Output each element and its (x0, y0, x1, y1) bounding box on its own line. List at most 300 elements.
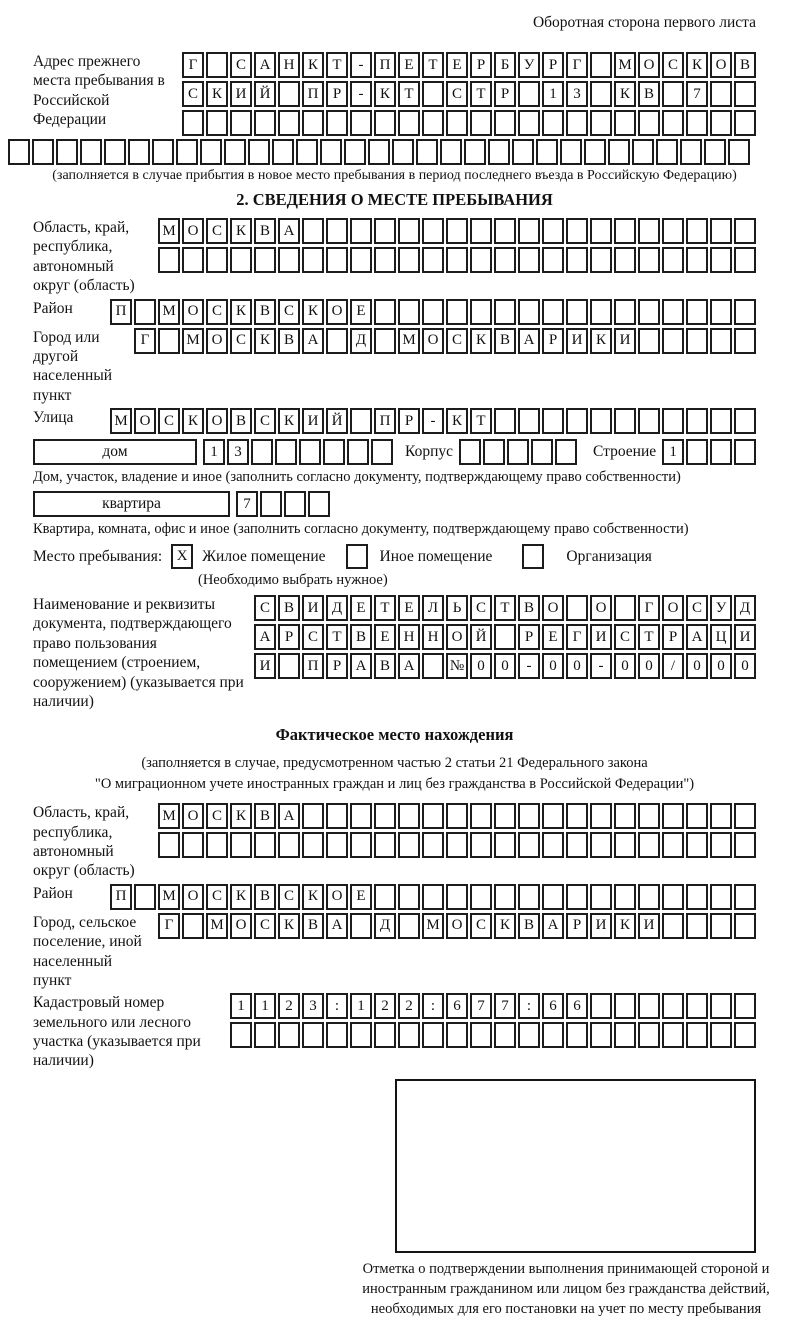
char-cell (734, 328, 756, 354)
char-cell: И (590, 913, 612, 939)
char-cell (278, 1022, 300, 1048)
char-cell: С (206, 299, 228, 325)
cadastral-rows (230, 993, 756, 1048)
char-cell (686, 993, 708, 1019)
char-cell (518, 803, 540, 829)
char-cell (590, 993, 612, 1019)
char-cell (710, 328, 732, 354)
char-cell (422, 653, 444, 679)
char-cell: И (614, 328, 636, 354)
char-cell (464, 139, 486, 165)
char-cell: 2 (398, 993, 420, 1019)
char-cell (374, 247, 396, 273)
char-cell (614, 803, 636, 829)
char-cell (104, 139, 126, 165)
char-cell: С (662, 52, 684, 78)
char-cell: Р (542, 52, 564, 78)
char-cell (662, 299, 684, 325)
char-cell: В (638, 81, 660, 107)
char-cell (134, 884, 156, 910)
char-cell: П (110, 299, 132, 325)
section2-title: 2. СВЕДЕНИЯ О МЕСТЕ ПРЕБЫВАНИЯ (236, 190, 553, 209)
char-cell (422, 218, 444, 244)
char-cell (206, 832, 228, 858)
char-cell: С (278, 299, 300, 325)
stay-option-inoe-label: Иное помещение (379, 547, 493, 565)
char-cell: С (254, 913, 276, 939)
char-cell (686, 247, 708, 273)
char-cell: Й (326, 408, 348, 434)
char-cell: Г (638, 595, 660, 621)
char-cell (350, 110, 372, 136)
prev-address-block (33, 52, 756, 136)
char-cell (278, 81, 300, 107)
char-cell (518, 832, 540, 858)
char-cell: Р (326, 653, 348, 679)
fact-city-row (33, 913, 756, 991)
house-box: дом (33, 439, 197, 465)
char-cell (542, 247, 564, 273)
char-cell (422, 299, 444, 325)
char-cell (710, 110, 732, 136)
char-cell: 0 (614, 653, 636, 679)
char-cell (302, 1022, 324, 1048)
char-cell: М (158, 884, 180, 910)
char-cell (182, 110, 204, 136)
apartment-row (33, 491, 756, 517)
char-row (254, 595, 756, 621)
char-cell: 0 (542, 653, 564, 679)
char-row (158, 832, 756, 858)
fact-region-label: Область, край, республика, автономный округ (область) (33, 804, 135, 880)
char-cell (299, 439, 321, 465)
char-cell (494, 110, 516, 136)
char-cell (8, 139, 30, 165)
char-cell (734, 299, 756, 325)
char-cell: 3 (302, 993, 324, 1019)
char-row (110, 299, 756, 325)
char-cell (734, 408, 756, 434)
char-cell: Т (326, 624, 348, 650)
char-cell (446, 299, 468, 325)
char-cell: К (374, 81, 396, 107)
char-cell (686, 913, 708, 939)
char-cell: М (158, 299, 180, 325)
char-cell (590, 110, 612, 136)
korpus-label: Корпус (405, 443, 453, 460)
char-cell: Й (470, 624, 492, 650)
char-cell (518, 110, 540, 136)
char-cell (590, 1022, 612, 1048)
stroenie-cells (662, 439, 756, 465)
char-cell (350, 1022, 372, 1048)
char-cell: В (374, 653, 396, 679)
char-cell: Р (662, 624, 684, 650)
char-cell: О (638, 52, 660, 78)
char-cell (422, 1022, 444, 1048)
char-cell (734, 110, 756, 136)
stay-type-row (33, 544, 756, 569)
char-cell: М (614, 52, 636, 78)
char-cell: 6 (542, 993, 564, 1019)
char-cell (446, 884, 468, 910)
prev-address-extra-row (8, 139, 756, 165)
char-cell (704, 139, 726, 165)
char-cell (398, 832, 420, 858)
char-cell: Г (158, 913, 180, 939)
char-cell: О (230, 913, 252, 939)
char-cell (494, 218, 516, 244)
char-cell: К (230, 884, 252, 910)
char-cell (710, 439, 732, 465)
char-cell: С (254, 408, 276, 434)
char-cell (590, 218, 612, 244)
char-cell: 1 (230, 993, 252, 1019)
char-cell (662, 993, 684, 1019)
char-cell: О (182, 884, 204, 910)
char-cell: К (302, 884, 324, 910)
char-cell: У (710, 595, 732, 621)
char-cell (614, 993, 636, 1019)
char-cell (470, 299, 492, 325)
char-cell: С (230, 328, 252, 354)
char-cell: Д (374, 913, 396, 939)
char-cell (590, 803, 612, 829)
char-cell (176, 139, 198, 165)
char-cell: В (254, 884, 276, 910)
char-cell: С (182, 81, 204, 107)
char-cell (542, 1022, 564, 1048)
char-cell: В (230, 408, 252, 434)
char-cell: - (350, 81, 372, 107)
char-cell: О (542, 595, 564, 621)
char-cell (662, 913, 684, 939)
char-cell (398, 299, 420, 325)
char-cell (608, 139, 630, 165)
char-cell: К (254, 328, 276, 354)
char-cell (638, 884, 660, 910)
char-cell (662, 408, 684, 434)
char-cell (590, 81, 612, 107)
char-cell: 6 (566, 993, 588, 1019)
char-cell: С (446, 328, 468, 354)
char-cell (230, 1022, 252, 1048)
char-cell: О (326, 299, 348, 325)
char-cell: М (158, 218, 180, 244)
char-cell: К (494, 913, 516, 939)
char-cell (710, 993, 732, 1019)
char-cell: В (278, 595, 300, 621)
char-cell (494, 247, 516, 273)
char-cell: К (446, 408, 468, 434)
char-cell (32, 139, 54, 165)
fact-region-rows (158, 803, 756, 858)
fact-city-label: Город, сельское поселение, иной населенный пункт (33, 913, 142, 989)
char-cell (734, 913, 756, 939)
char-row (158, 803, 756, 829)
char-cell: Е (350, 595, 372, 621)
char-cell (518, 299, 540, 325)
char-cell (662, 81, 684, 107)
char-cell (662, 110, 684, 136)
char-cell: Е (542, 624, 564, 650)
char-cell: К (302, 299, 324, 325)
char-cell: Е (398, 595, 420, 621)
char-cell: П (374, 408, 396, 434)
char-cell (206, 110, 228, 136)
char-cell (542, 832, 564, 858)
char-cell (638, 408, 660, 434)
char-cell (638, 110, 660, 136)
char-row (182, 52, 756, 78)
char-cell (662, 328, 684, 354)
char-cell: 1 (254, 993, 276, 1019)
apartment-cells (236, 491, 330, 517)
char-cell (531, 439, 553, 465)
char-cell (614, 110, 636, 136)
char-cell: В (518, 595, 540, 621)
city-label: Город или другой населенный пункт (33, 328, 113, 404)
char-cell (734, 993, 756, 1019)
char-cell (272, 139, 294, 165)
char-cell: О (710, 52, 732, 78)
char-cell (398, 884, 420, 910)
char-cell (483, 439, 505, 465)
char-cell: П (302, 653, 324, 679)
char-cell: О (206, 408, 228, 434)
char-cell (470, 832, 492, 858)
char-cell: 0 (734, 653, 756, 679)
char-cell (470, 247, 492, 273)
fact-note-2: "О миграционном учете иностранных граждан и лиц без гражданства в Российской Федерации") (94, 776, 695, 793)
char-cell (710, 803, 732, 829)
char-cell: К (230, 803, 252, 829)
char-cell: - (350, 52, 372, 78)
char-cell (368, 139, 390, 165)
street-row (33, 408, 756, 434)
char-cell (374, 299, 396, 325)
char-cell (302, 832, 324, 858)
fact-district-label: Район (33, 884, 73, 902)
document-block (33, 595, 756, 711)
char-cell: Р (278, 624, 300, 650)
char-cell: Е (398, 52, 420, 78)
char-cell: 0 (494, 653, 516, 679)
char-cell (494, 884, 516, 910)
char-cell (326, 328, 348, 354)
char-cell (470, 110, 492, 136)
char-cell (374, 110, 396, 136)
char-cell (662, 247, 684, 273)
char-cell (278, 110, 300, 136)
document-label: Наименование и реквизиты документа, подтверждающего право пользования помещением (строением, сооружением) (указывается при наличии) (33, 596, 244, 710)
char-cell (518, 1022, 540, 1048)
char-cell (398, 218, 420, 244)
char-cell: К (302, 52, 324, 78)
char-cell: К (278, 408, 300, 434)
char-cell: С (614, 624, 636, 650)
char-cell: В (494, 328, 516, 354)
char-cell (248, 139, 270, 165)
prev-address-rows (182, 52, 756, 136)
char-cell: К (686, 52, 708, 78)
fact-note-1: (заполняется в случае, предусмотренном частью 2 статьи 21 Федерального закона (141, 755, 648, 772)
char-cell: Д (350, 328, 372, 354)
char-cell (152, 139, 174, 165)
char-cell (555, 439, 577, 465)
char-cell: С (470, 913, 492, 939)
char-cell (182, 913, 204, 939)
char-cell (422, 803, 444, 829)
char-row (254, 624, 756, 650)
char-cell (422, 81, 444, 107)
char-cell (662, 1022, 684, 1048)
char-cell (542, 408, 564, 434)
char-cell: П (302, 81, 324, 107)
char-cell (542, 884, 564, 910)
char-cell: Т (326, 52, 348, 78)
char-cell: 7 (494, 993, 516, 1019)
char-cell (200, 139, 222, 165)
char-cell: Л (422, 595, 444, 621)
char-cell (566, 832, 588, 858)
char-cell (284, 491, 306, 517)
char-cell (488, 139, 510, 165)
char-cell (134, 299, 156, 325)
district-row (33, 299, 756, 325)
char-cell: О (662, 595, 684, 621)
char-cell: Т (638, 624, 660, 650)
char-cell: Е (350, 884, 372, 910)
char-cell (686, 218, 708, 244)
char-cell (728, 139, 750, 165)
char-cell: : (422, 993, 444, 1019)
char-cell (158, 247, 180, 273)
char-cell (710, 832, 732, 858)
char-cell: Д (326, 595, 348, 621)
char-cell (374, 218, 396, 244)
char-cell (734, 884, 756, 910)
char-cell (470, 218, 492, 244)
char-cell: 7 (470, 993, 492, 1019)
char-cell (710, 913, 732, 939)
char-cell (542, 110, 564, 136)
checkbox-zhiloe[interactable]: X (171, 544, 193, 569)
char-cell: 3 (566, 81, 588, 107)
char-cell (470, 1022, 492, 1048)
char-cell (662, 218, 684, 244)
apartment-note: Квартира, комната, офис и иное (заполнить согласно документу, подтверждающему право собственности) (33, 521, 689, 537)
fact-title: Фактическое место нахождения (275, 725, 514, 745)
checkbox-organizacia[interactable] (522, 544, 544, 569)
char-cell (710, 408, 732, 434)
char-cell: О (134, 408, 156, 434)
char-cell (446, 1022, 468, 1048)
char-cell (614, 408, 636, 434)
char-cell (566, 110, 588, 136)
char-cell (254, 1022, 276, 1048)
char-cell: М (206, 913, 228, 939)
char-cell: Р (398, 408, 420, 434)
char-cell (507, 439, 529, 465)
char-cell (638, 993, 660, 1019)
prev-address-label: Адрес прежнего места пребывания в Российской Федерации (33, 53, 165, 129)
char-cell (710, 218, 732, 244)
char-cell (224, 139, 246, 165)
char-cell (470, 803, 492, 829)
char-cell (344, 139, 366, 165)
char-cell (350, 832, 372, 858)
char-cell: 0 (710, 653, 732, 679)
char-cell (734, 803, 756, 829)
stroenie-label: Строение (593, 443, 657, 460)
char-row (158, 247, 756, 273)
char-cell (686, 328, 708, 354)
char-cell (302, 218, 324, 244)
char-cell (632, 139, 654, 165)
char-cell: К (278, 913, 300, 939)
char-cell: К (182, 408, 204, 434)
char-cell (260, 491, 282, 517)
char-cell (422, 884, 444, 910)
char-cell (302, 247, 324, 273)
char-cell: С (254, 595, 276, 621)
house-note: Дом, участок, владение и иное (заполнить согласно документу, подтверждающему право собственности) (33, 469, 681, 485)
char-cell (459, 439, 481, 465)
char-cell (542, 803, 564, 829)
char-cell (470, 884, 492, 910)
char-cell (446, 832, 468, 858)
char-cell (422, 247, 444, 273)
char-cell: М (398, 328, 420, 354)
char-cell: А (350, 653, 372, 679)
char-cell: 3 (227, 439, 249, 465)
char-cell: О (422, 328, 444, 354)
char-row (182, 110, 756, 136)
char-cell: Г (134, 328, 156, 354)
char-cell: Н (398, 624, 420, 650)
char-cell: : (518, 993, 540, 1019)
region-block (33, 218, 756, 296)
char-cell: А (278, 803, 300, 829)
char-cell (308, 491, 330, 517)
char-cell (590, 884, 612, 910)
char-cell (326, 1022, 348, 1048)
char-cell (56, 139, 78, 165)
char-cell (440, 139, 462, 165)
checkbox-inoe[interactable] (346, 544, 368, 569)
char-cell (638, 299, 660, 325)
char-cell: С (302, 624, 324, 650)
char-cell: В (350, 624, 372, 650)
cadastral-label: Кадастровый номер земельного или лесного участка (указывается при наличии) (33, 994, 201, 1070)
char-cell: А (542, 913, 564, 939)
char-cell (350, 218, 372, 244)
char-cell (710, 81, 732, 107)
char-cell: Е (350, 299, 372, 325)
char-cell (638, 832, 660, 858)
char-cell (566, 299, 588, 325)
char-cell: № (446, 653, 468, 679)
char-cell (662, 803, 684, 829)
char-cell (710, 247, 732, 273)
char-cell (371, 439, 393, 465)
char-cell: П (110, 884, 132, 910)
char-cell: И (590, 624, 612, 650)
char-cell (512, 139, 534, 165)
char-cell (494, 624, 516, 650)
cadastral-block (33, 993, 756, 1071)
